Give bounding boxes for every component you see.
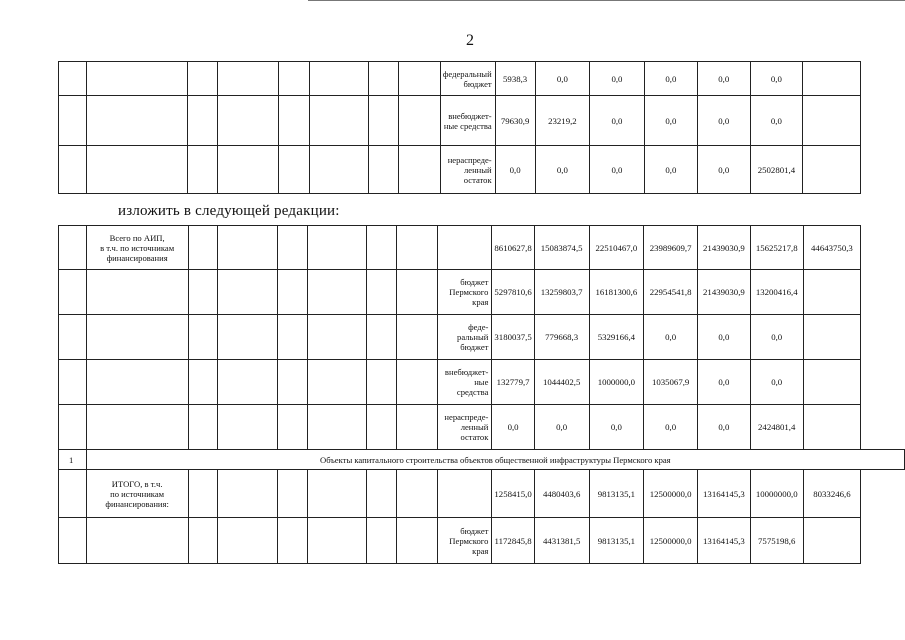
- empty-cell: [188, 405, 217, 450]
- empty-cell: [396, 405, 437, 450]
- funding-source-label: бюджет: [463, 78, 492, 89]
- table-row: [59, 518, 905, 564]
- empty-cell: [366, 470, 396, 518]
- funding-source-cell: [437, 315, 492, 360]
- table-row: [59, 146, 905, 194]
- empty-cell: [437, 470, 492, 518]
- value-cell: 12500000,0: [644, 518, 698, 564]
- funding-source-label: федеральный: [442, 68, 492, 79]
- funding-source-label: нераспреде-: [447, 154, 492, 165]
- empty-cell: [308, 270, 366, 315]
- table-row: [59, 226, 905, 270]
- value-cell: 8033246,6: [803, 470, 861, 518]
- empty-cell: [396, 270, 437, 315]
- section-number: 1: [59, 450, 87, 470]
- empty-cell: [188, 270, 217, 315]
- funding-source-label: феде-: [468, 322, 489, 332]
- empty-cell: [188, 470, 217, 518]
- empty-cell: [308, 360, 366, 405]
- empty-cell: [188, 146, 218, 194]
- value-cell: 10000000,0: [750, 470, 803, 518]
- empty-cell: [308, 405, 366, 450]
- funding-source-label: Пермского: [449, 535, 489, 546]
- value-cell: 16181300,6: [589, 270, 644, 315]
- row-description-label: Всего по АИП,: [109, 232, 165, 243]
- empty-cell: [86, 270, 188, 315]
- value-cell: 0,0: [698, 315, 751, 360]
- value-cell: [803, 315, 861, 360]
- new-edition-table: [58, 225, 905, 564]
- table-row: [59, 315, 905, 360]
- value-cell: [803, 146, 860, 194]
- section-title: Объекты капитального строительства объектов общественной инфраструктуры Пермского края: [86, 450, 904, 470]
- row-description-label: финансирования: [106, 252, 168, 263]
- value-cell: 79630,9: [495, 96, 535, 146]
- value-cell: 779668,3: [534, 315, 589, 360]
- empty-cell: [86, 315, 188, 360]
- row-description-label: по источникам: [110, 488, 165, 499]
- empty-cell: [396, 518, 437, 564]
- value-cell: 0,0: [698, 146, 750, 194]
- empty-cell: [308, 226, 366, 270]
- empty-cell: [309, 62, 368, 96]
- value-cell: 13259803,7: [534, 270, 589, 315]
- funding-source-label: ные: [474, 377, 489, 387]
- funding-source-cell: [437, 405, 492, 450]
- empty-cell: [278, 405, 308, 450]
- empty-cell: [59, 360, 87, 405]
- empty-cell: [217, 62, 278, 96]
- table-row: [59, 62, 905, 96]
- value-cell: 13164145,3: [698, 470, 751, 518]
- value-cell: 0,0: [698, 405, 751, 450]
- empty-cell: [309, 96, 368, 146]
- value-cell: 0,0: [750, 360, 803, 405]
- empty-cell: [188, 360, 217, 405]
- funding-source-label: Пермского: [449, 287, 489, 297]
- value-cell: [803, 518, 861, 564]
- value-cell: 9813135,1: [589, 470, 644, 518]
- empty-cell: [278, 470, 308, 518]
- empty-cell: [188, 315, 217, 360]
- value-cell: 8610627,8: [492, 226, 534, 270]
- value-cell: 0,0: [534, 405, 589, 450]
- value-cell: 4431381,5: [534, 518, 589, 564]
- empty-cell: [366, 405, 396, 450]
- value-cell: 3180037,5: [492, 315, 534, 360]
- value-cell: 2424801,4: [750, 405, 803, 450]
- table-row: [59, 270, 905, 315]
- empty-cell: [188, 226, 217, 270]
- funding-source-cell: [440, 146, 495, 194]
- value-cell: 0,0: [495, 146, 535, 194]
- empty-cell: [396, 470, 437, 518]
- value-cell: 5938,3: [495, 62, 535, 96]
- empty-cell: [278, 62, 309, 96]
- empty-cell: [308, 470, 366, 518]
- empty-cell: [396, 360, 437, 405]
- value-cell: 0,0: [644, 62, 697, 96]
- empty-cell: [217, 270, 277, 315]
- value-cell: 0,0: [644, 96, 697, 146]
- empty-cell: [217, 360, 277, 405]
- funding-source-label: внебюджет-: [444, 367, 489, 377]
- empty-cell: [217, 146, 278, 194]
- value-cell: 0,0: [750, 96, 803, 146]
- funding-source-cell: [437, 518, 492, 564]
- empty-cell: [217, 226, 277, 270]
- value-cell: 44643750,3: [803, 226, 861, 270]
- value-cell: [803, 62, 860, 96]
- funding-source-label: ленный: [460, 422, 489, 432]
- value-cell: 0,0: [535, 62, 590, 96]
- funding-source-label: бюджет: [460, 277, 489, 287]
- table-row: [59, 470, 905, 518]
- empty-cell: [59, 405, 87, 450]
- empty-cell: [278, 360, 308, 405]
- funding-source-label: края: [472, 545, 489, 556]
- value-cell: [803, 96, 860, 146]
- empty-cell: [368, 62, 399, 96]
- value-cell: 0,0: [590, 62, 644, 96]
- value-cell: 23219,2: [535, 96, 590, 146]
- value-cell: 15083874,5: [534, 226, 589, 270]
- empty-cell: [368, 96, 399, 146]
- value-cell: 0,0: [535, 146, 590, 194]
- empty-cell: [278, 226, 308, 270]
- funding-source-label: ные средства: [443, 120, 492, 131]
- empty-cell: [399, 146, 440, 194]
- row-description-label: финансирования:: [105, 498, 169, 509]
- empty-cell: [59, 518, 87, 564]
- value-cell: 0,0: [644, 405, 698, 450]
- empty-cell: [278, 518, 308, 564]
- empty-cell: [86, 518, 188, 564]
- empty-cell: [188, 518, 217, 564]
- row-description-cell: [86, 470, 188, 518]
- empty-cell: [59, 270, 87, 315]
- funding-source-label: остаток: [463, 174, 492, 185]
- value-cell: 21439030,9: [698, 226, 751, 270]
- funding-source-cell: [440, 62, 495, 96]
- value-cell: 0,0: [590, 96, 644, 146]
- value-cell: 15625217,8: [750, 226, 803, 270]
- empty-cell: [217, 315, 277, 360]
- empty-cell: [368, 146, 399, 194]
- empty-cell: [86, 405, 188, 450]
- value-cell: 7575198,6: [750, 518, 803, 564]
- section-row: [59, 450, 905, 470]
- empty-cell: [278, 315, 308, 360]
- value-cell: 5329166,4: [589, 315, 644, 360]
- empty-cell: [59, 96, 87, 146]
- funding-source-label: бюджет: [460, 342, 489, 352]
- value-cell: 0,0: [698, 360, 751, 405]
- value-cell: 22510467,0: [589, 226, 644, 270]
- empty-cell: [217, 405, 277, 450]
- value-cell: 9813135,1: [589, 518, 644, 564]
- empty-cell: [308, 518, 366, 564]
- empty-cell: [188, 62, 218, 96]
- funding-source-cell: [437, 360, 492, 405]
- empty-cell: [366, 518, 396, 564]
- value-cell: [803, 405, 861, 450]
- funding-source-label: внебюджет-: [448, 110, 492, 121]
- value-cell: 12500000,0: [644, 470, 698, 518]
- value-cell: 1000000,0: [589, 360, 644, 405]
- page-number: 2: [466, 32, 474, 49]
- table-row: [59, 360, 905, 405]
- funding-source-label: ральный: [457, 332, 489, 342]
- funding-source-cell: [437, 270, 492, 315]
- value-cell: 0,0: [698, 96, 750, 146]
- funding-source-label: средства: [456, 387, 489, 397]
- value-cell: 4480403,6: [534, 470, 589, 518]
- empty-cell: [86, 146, 188, 194]
- row-description-label: ИТОГО, в т.ч.: [111, 478, 163, 489]
- value-cell: 0,0: [750, 62, 803, 96]
- empty-cell: [86, 62, 188, 96]
- row-description-label: в т.ч. по источникам: [100, 242, 175, 253]
- funding-source-label: остаток: [460, 432, 489, 442]
- empty-cell: [59, 62, 87, 96]
- empty-cell: [86, 360, 188, 405]
- empty-cell: [396, 315, 437, 360]
- value-cell: 5297810,6: [492, 270, 534, 315]
- table-row: [59, 96, 905, 146]
- value-cell: 132779,7: [492, 360, 534, 405]
- empty-cell: [399, 62, 440, 96]
- empty-cell: [437, 226, 492, 270]
- value-cell: 2502801,4: [750, 146, 803, 194]
- value-cell: 13200416,4: [750, 270, 803, 315]
- empty-cell: [366, 270, 396, 315]
- empty-cell: [59, 470, 87, 518]
- empty-cell: [59, 146, 87, 194]
- value-cell: 1172845,8: [492, 518, 534, 564]
- empty-cell: [366, 315, 396, 360]
- value-cell: 1044402,5: [534, 360, 589, 405]
- value-cell: [803, 270, 861, 315]
- row-description-cell: [86, 226, 188, 270]
- value-cell: 0,0: [644, 146, 697, 194]
- value-cell: 0,0: [590, 146, 644, 194]
- top-rule: [308, 0, 905, 1]
- empty-cell: [86, 96, 188, 146]
- empty-cell: [396, 226, 437, 270]
- funding-source-label: нераспреде-: [444, 412, 489, 422]
- value-cell: 0,0: [492, 405, 534, 450]
- value-cell: 22954541,8: [644, 270, 698, 315]
- funding-source-label: бюджет: [460, 525, 489, 536]
- funding-source-label: края: [472, 297, 489, 307]
- empty-cell: [366, 226, 396, 270]
- value-cell: 0,0: [698, 62, 750, 96]
- value-cell: 0,0: [589, 405, 644, 450]
- value-cell: 0,0: [644, 315, 698, 360]
- empty-cell: [278, 96, 309, 146]
- empty-cell: [366, 360, 396, 405]
- empty-cell: [217, 518, 277, 564]
- value-cell: 0,0: [750, 315, 803, 360]
- value-cell: 1258415,0: [492, 470, 534, 518]
- edit-instruction-heading: изложить в следующей редакции:: [118, 203, 340, 219]
- previous-edition-table: [58, 61, 905, 194]
- funding-source-label: ленный: [463, 164, 492, 175]
- value-cell: 1035067,9: [644, 360, 698, 405]
- empty-cell: [308, 315, 366, 360]
- value-cell: 21439030,9: [698, 270, 751, 315]
- value-cell: 13164145,3: [698, 518, 751, 564]
- empty-cell: [399, 96, 440, 146]
- empty-cell: [59, 226, 87, 270]
- value-cell: 23989609,7: [644, 226, 698, 270]
- empty-cell: [217, 96, 278, 146]
- funding-source-cell: [440, 96, 495, 146]
- table-row: [59, 405, 905, 450]
- empty-cell: [188, 96, 218, 146]
- empty-cell: [309, 146, 368, 194]
- empty-cell: [278, 270, 308, 315]
- empty-cell: [59, 315, 87, 360]
- empty-cell: [278, 146, 309, 194]
- value-cell: [803, 360, 861, 405]
- empty-cell: [217, 470, 277, 518]
